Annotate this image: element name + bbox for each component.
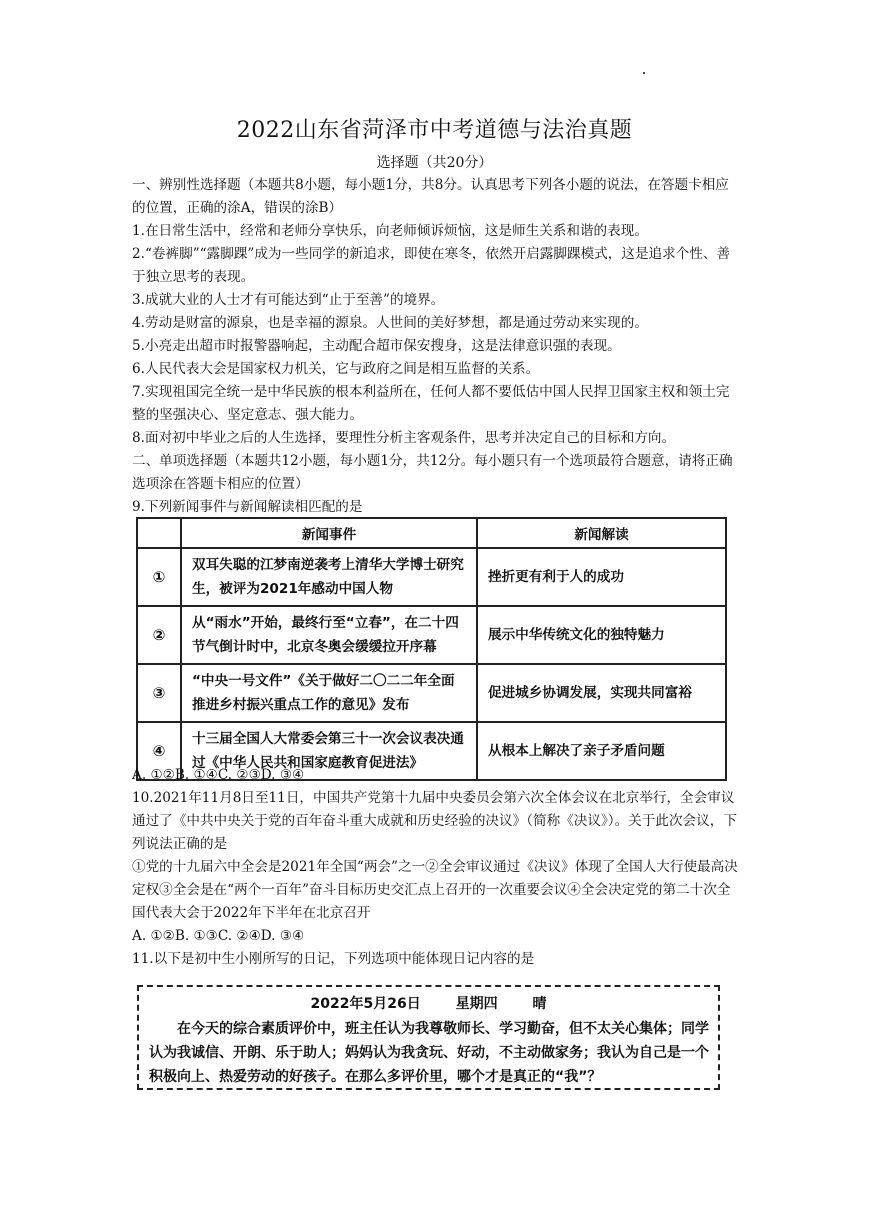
table-header-cell: 新闻事件	[181, 518, 477, 548]
table-row	[137, 664, 726, 722]
row-number: ①	[137, 548, 181, 606]
news-table	[136, 517, 727, 781]
news-interpretation: 促进城乡协调发展，实现共同富裕	[477, 664, 726, 722]
section-subtitle: 选择题（共20分）	[376, 155, 493, 171]
question-10-stem: 10.2021年11月8日至11日，中国共产党第十九届中央委员会第六次全体会议在北京举行，全会审议通过了《中共中央关于党的百年奋斗重大成就和历史经验的决议》（简称《决议》）。关于此次会议，下列说法正确的是	[132, 790, 737, 852]
row-number: ②	[137, 606, 181, 664]
section-2-heading: 二、单项选择题（本题共12小题，每小题1分，共12分。每小题只有一个选项最符合题意，请将正确选项涂在答题卡相应的位置）	[132, 453, 733, 492]
news-event: 从“雨水”开始，最终行至“立春”，在二十四节气倒计时中，北京冬奥会缓缓拉开序幕	[181, 606, 477, 664]
section-1-body	[132, 174, 742, 519]
news-interpretation: 挫折更有利于人的成功	[477, 548, 726, 606]
news-event: 双耳失聪的江梦南逆袭考上清华大学博士研究生，被评为2021年感动中国人物	[181, 548, 477, 606]
page-title: 2022山东省菏泽市中考道德与法治真题	[236, 118, 633, 143]
scan-dot	[643, 72, 645, 74]
question-11-stem: 11.以下是初中生小刚所写的日记，下列选项中能体现日记内容的是	[132, 951, 535, 967]
question-10-options: A. ①②B. ①③C. ②④D. ③④	[132, 928, 305, 944]
question-item: 3.成就大业的人士才有可能达到“止于至善”的境界。	[132, 292, 445, 308]
table-header-cell: 新闻解读	[477, 518, 726, 548]
table-row	[137, 606, 726, 664]
question-item: 7.实现祖国完全统一是中华民族的根本利益所在，任何人都不要低估中国人民捍卫国家主权和领土完整的坚强决心、坚定意志、强大能力。	[132, 384, 730, 423]
table-header-cell	[137, 518, 181, 548]
diary-text: 在今天的综合素质评价中，班主任认为我尊敬师长、学习勤奋，但不太关心集体；同学认为我诚信、开朗、乐于助人；妈妈认为我贪玩、好动，不主动做家务；我认为自己是一个积极向上、热爱劳动的好孩子。在那么多评价里，哪个才是真正的“我”？	[149, 1021, 709, 1085]
table-header-row	[137, 518, 726, 548]
question-item: 5.小亮走出超市时报警器响起，主动配合超市保安搜身，这是法律意识强的表现。	[132, 338, 621, 354]
row-number: ③	[137, 664, 181, 722]
table-row	[137, 548, 726, 606]
news-interpretation: 展示中华传统文化的独特魅力	[477, 606, 726, 664]
diary-date-line: 2022年5月26日 星期四 晴	[310, 996, 547, 1012]
section-1-heading: 一、辨别性选择题（本题共8小题，每小题1分，共8分。认真思考下列各小题的说法，在答题卡相应的位置，正确的涂A，错误的涂B）	[132, 177, 729, 216]
question-item: 4.劳动是财富的源泉，也是幸福的源泉。人世间的美好梦想，都是通过劳动来实现的。	[132, 315, 648, 331]
diary-box	[137, 985, 720, 1090]
question-item: 1.在日常生活中，经常和老师分享快乐，向老师倾诉烦恼，这是师生关系和谐的表现。	[132, 223, 648, 239]
news-interpretation: 从根本上解决了亲子矛盾问题	[477, 722, 726, 780]
news-event: “中央一号文件”《关于做好二〇二二年全面推进乡村振兴重点工作的意见》发布	[181, 664, 477, 722]
question-9-options: A. ①②B. ①④C. ②③D. ③④	[132, 767, 305, 783]
row-number: ④	[137, 722, 181, 780]
question-10-statements: ①党的十九届六中全会是2021年全国“两会”之一②全会审议通过《决议》体现了全国人大行使最高决定权③全会是在“两个一百年”奋斗目标历史交汇点上召开的一次重要会议④全会决定党的第二十次全国代表大会于2022年下半年在北京召开	[132, 859, 738, 921]
question-9-stem: 9.下列新闻事件与新闻解读相匹配的是	[132, 499, 363, 515]
question-item: 8.面对初中毕业之后的人生选择，要理性分析主客观条件，思考并决定自己的目标和方向。	[132, 430, 676, 446]
question-item: 2.“卷裤脚”“露脚踝”成为一些同学的新追求，即使在寒冬，依然开启露脚踝模式，这是追求个性、善于独立思考的表现。	[132, 246, 731, 285]
question-item: 6.人民代表大会是国家权力机关，它与政府之间是相互监督的关系。	[132, 361, 540, 377]
news-event: 十三届全国人大常委会第三十一次会议表决通过《中华人民共和国家庭教育促进法》	[181, 722, 477, 780]
questions-10-11	[132, 764, 742, 971]
